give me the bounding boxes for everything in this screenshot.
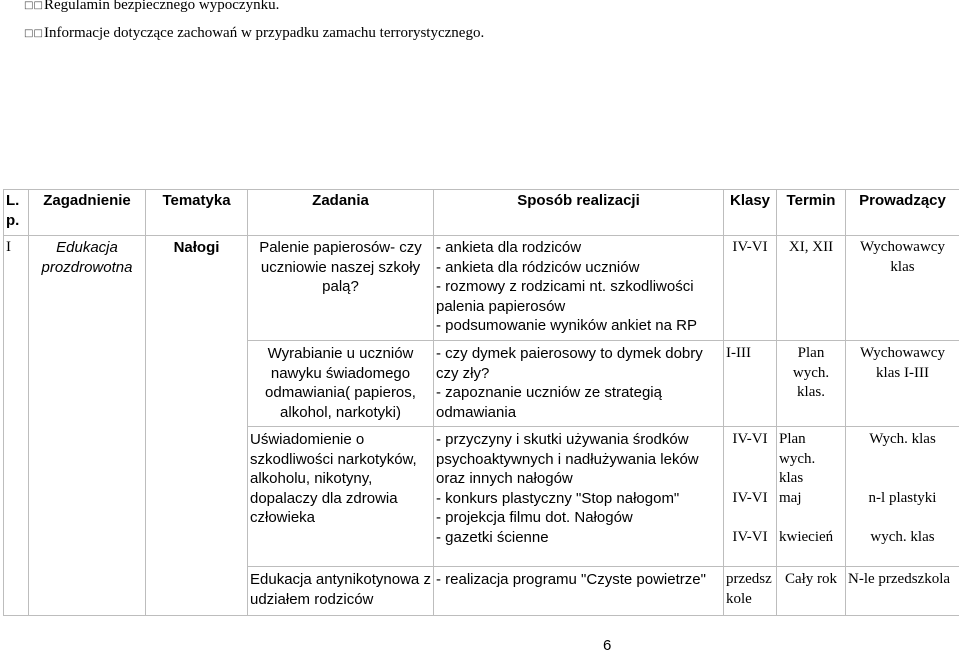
task-cell: Edukacja antynikotynowa z udziałem rodziców: [248, 567, 434, 616]
bullet-item: [24, 25, 484, 42]
method-cell: [434, 236, 724, 341]
class-value: IV-VI: [726, 489, 774, 509]
bullet-icon: □□: [24, 0, 44, 11]
method-cell: [434, 567, 724, 616]
task-cell: Uświadomienie o szkodliwości narkotyków, alkoholu, nikotyny, dopalaczy dla zdrowia człowieka: [248, 427, 434, 567]
method-line: - projekcja filmu dot. Nałogów: [436, 508, 721, 528]
bullet-text: Informacje dotyczące zachowań w przypadku zamachu terrorystycznego.: [44, 25, 484, 42]
class-value: IV-VI: [726, 430, 774, 450]
bullet-icon: □□: [24, 28, 44, 39]
leader-cell: [846, 427, 959, 567]
task-cell: Wyrabianie u uczniów nawyku świadomego odmawiania( papieros, alkohol, narkotyki): [248, 341, 434, 427]
method-line: - gazetki ścienne: [436, 528, 721, 548]
method-line: - realizacja programu "Czyste powietrze": [436, 570, 721, 590]
method-line: - czy dymek paierosowy to dymek dobry czy zły?: [436, 344, 721, 383]
method-cell: [434, 341, 724, 427]
header-prowadzacy: Prowadzący: [846, 190, 959, 236]
term-cell: Cały rok: [777, 567, 846, 616]
table-row: [4, 236, 959, 341]
header-zagadnienie: Zagadnienie: [29, 190, 146, 236]
section-number: I: [4, 236, 29, 616]
header-tematyka: Tematyka: [146, 190, 248, 236]
term-cell: [777, 427, 846, 567]
method-cell: [434, 427, 724, 567]
bullet-item: [24, 0, 279, 14]
class-cell: [724, 427, 777, 567]
term-value: Plan wych. klas: [779, 430, 829, 489]
header-lp: L. p.: [4, 190, 29, 236]
class-cell: przedszkole: [724, 567, 777, 616]
header-row: [4, 190, 959, 236]
method-line: - ankieta dla rodziców: [436, 238, 721, 258]
page-number: 6: [603, 637, 611, 654]
term-cell: XI, XII: [777, 236, 846, 341]
bullet-text: Regulamin bezpiecznego wypoczynku.: [44, 0, 279, 14]
leader-value: Wych. klas: [848, 430, 957, 450]
header-sposob: Sposób realizacji: [434, 190, 724, 236]
term-cell: Plan wych. klas.: [777, 341, 846, 427]
method-line: - konkurs plastyczny "Stop nałogom": [436, 489, 721, 509]
leader-cell: N-le przedszkola: [846, 567, 959, 616]
header-klasy: Klasy: [724, 190, 777, 236]
program-table: [3, 189, 959, 616]
method-line: - podsumowanie wyników ankiet na RP: [436, 316, 721, 336]
class-cell: I-III: [724, 341, 777, 427]
term-value: maj: [779, 489, 843, 509]
leader-value: wych. klas: [848, 528, 957, 548]
method-line: - ankieta dla ródziców uczniów: [436, 258, 721, 278]
class-value: IV-VI: [726, 528, 774, 548]
header-termin: Termin: [777, 190, 846, 236]
leader-cell: Wychowawcy klas I-III: [846, 341, 959, 427]
term-value: kwiecień: [779, 528, 837, 548]
method-line: - zapoznanie uczniów ze strategią odmawiania: [436, 383, 721, 422]
method-line: - przyczyny i skutki używania środków psychoaktywnych i nadłużywania leków oraz innych nałogów: [436, 430, 721, 489]
class-cell: IV-VI: [724, 236, 777, 341]
task-cell: Palenie papierosów- czy uczniowie naszej szkoły palą?: [248, 236, 434, 341]
leader-value: n-l plastyki: [848, 489, 957, 509]
leader-cell: Wychowawcy klas: [846, 236, 959, 341]
method-line: - rozmowy z rodzicami nt. szkodliwości palenia papierosów: [436, 277, 721, 316]
section-topic: Edukacja prozdrowotna: [29, 236, 146, 616]
section-theme: Nałogi: [146, 236, 248, 616]
header-zadania: Zadania: [248, 190, 434, 236]
